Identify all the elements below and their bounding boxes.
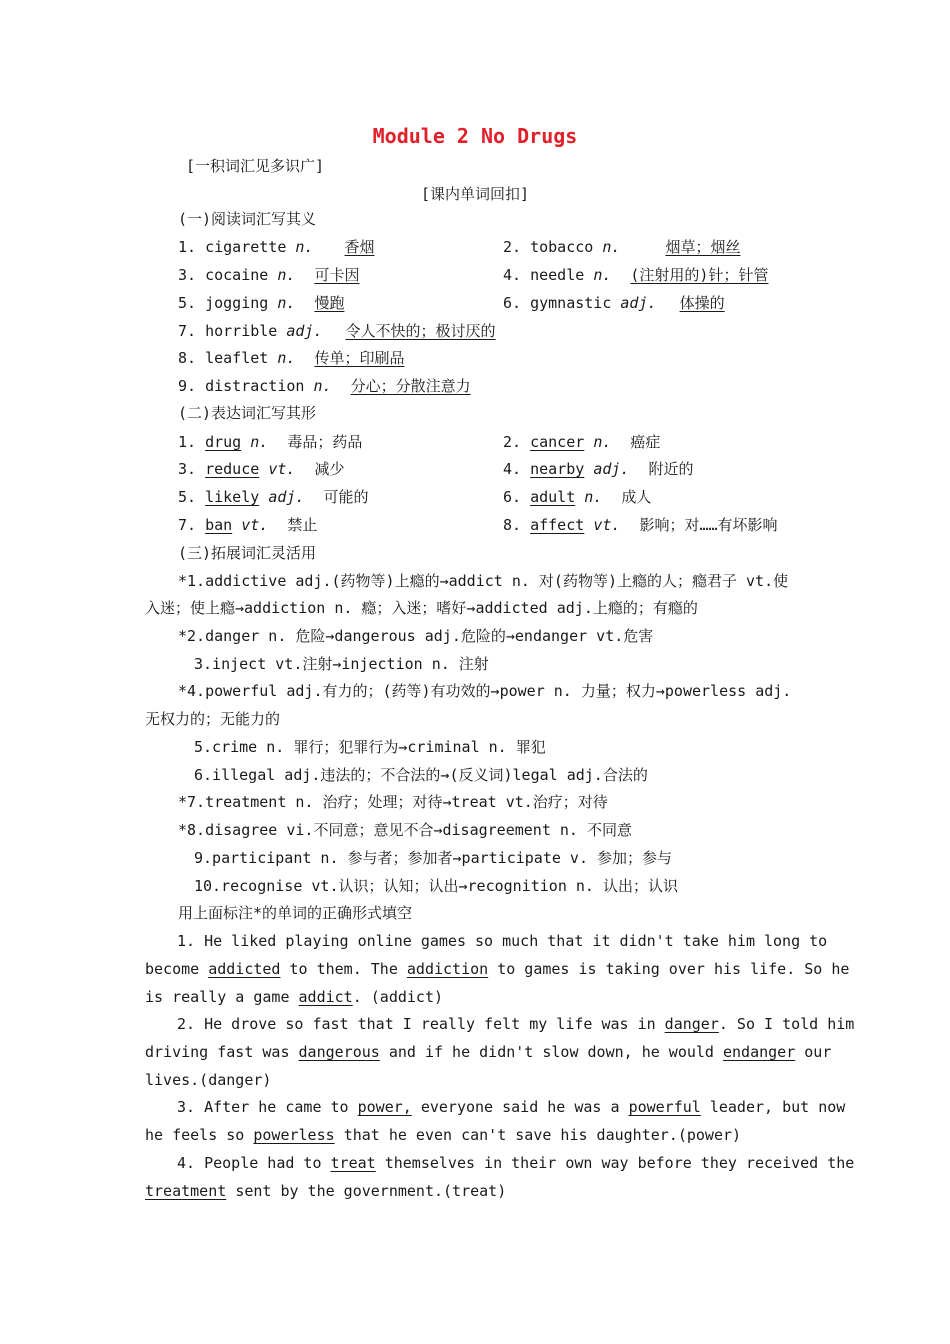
item-pos: n. <box>584 488 603 506</box>
answer-blank: power, <box>357 1098 412 1116</box>
vocab-item <box>178 376 471 396</box>
vocab-item <box>178 432 362 452</box>
item-word: distraction <box>205 377 305 395</box>
item-number: 5. <box>178 488 197 506</box>
exercise-line: is really a game addict. (addict) <box>145 984 807 1012</box>
item-pos: n. <box>295 238 314 256</box>
item-answer: reduce <box>205 460 260 478</box>
vocab-item <box>178 487 368 507</box>
answer-blank: dangerous <box>298 1042 380 1061</box>
word-family-line: 入迷；使上瘾→addiction n. 瘾；入迷；嗜好→addicted adj.上瘾的；有瘾的 <box>145 599 698 617</box>
item-meaning: 附近的 <box>648 460 694 478</box>
vocab-item <box>178 515 317 535</box>
answer-blank: addict <box>298 987 353 1006</box>
item-word: cigarette <box>205 238 287 256</box>
item-word: needle <box>530 266 585 284</box>
sub-header: [课内单词回扣] <box>420 185 530 203</box>
item-pos: n. <box>593 266 612 284</box>
answer-blank: danger <box>664 1015 719 1033</box>
item-number: 8. <box>503 516 522 534</box>
item-number: 5. <box>178 294 197 312</box>
vocab-item <box>503 432 660 452</box>
item-meaning: 毒品；药品 <box>287 433 363 451</box>
item-answer: cancer <box>530 433 585 451</box>
item-pos: n. <box>250 433 269 451</box>
word-family-line: 无权力的；无能力的 <box>145 710 281 728</box>
part3-heading: (三)拓展词汇灵活用 <box>178 544 317 562</box>
word-family-line: *4.powerful adj.有力的；(药等)有功效的→power n. 力量；权力→powerless adj. <box>178 682 792 700</box>
item-answer: affect <box>530 516 585 534</box>
item-number: 8. <box>178 349 197 367</box>
item-meaning: 成人 <box>621 488 652 506</box>
exercise-line: become addicted to them. The addiction to games is taking over his life. So he <box>145 956 807 984</box>
item-number: 2. <box>503 238 522 256</box>
item-answer: 可卡因 <box>314 266 360 284</box>
item-meaning: 可能的 <box>323 488 369 506</box>
item-number: 7. <box>178 322 197 340</box>
item-answer: 烟草；烟丝 <box>665 238 741 256</box>
fill-instruction: 用上面标注*的单词的正确形式填空 <box>178 904 413 922</box>
word-family-line: *7.treatment n. 治疗；处理；对待→treat vt.治疗；对待 <box>178 793 608 811</box>
vocab-item <box>503 459 693 479</box>
vocab-item <box>503 237 740 257</box>
item-pos: adj. <box>286 322 323 340</box>
exercise-line: driving fast was dangerous and if he didn't slow down, he would endanger our <box>145 1039 807 1067</box>
item-answer: nearby <box>530 460 585 478</box>
item-meaning: 减少 <box>314 460 345 478</box>
item-answer: 令人不快的；极讨厌的 <box>345 322 496 340</box>
item-meaning: 影响；对……有坏影响 <box>639 516 778 534</box>
item-number: 7. <box>178 516 197 534</box>
item-answer: 香烟 <box>344 238 375 256</box>
item-pos: n. <box>277 294 296 312</box>
word-family-line: *1.addictive adj.(药物等)上瘾的→addict n. 对(药物等)上瘾的人；瘾君子 vt.使 <box>178 572 789 590</box>
answer-blank: powerless <box>253 1125 335 1144</box>
exercise-line: 4. People had to treat themselves in their own way before they received the <box>145 1150 807 1178</box>
item-answer: likely <box>205 488 260 506</box>
exercise-2 <box>145 1011 855 1094</box>
answer-blank: treat <box>330 1154 376 1172</box>
item-word: tobacco <box>530 238 594 256</box>
vocab-item <box>503 515 778 535</box>
word-family-line: 9.participant n. 参与者；参加者→participate v. 参加；参与 <box>194 849 673 867</box>
item-meaning: 禁止 <box>287 516 318 534</box>
vocab-item <box>178 321 496 341</box>
answer-blank: endanger <box>722 1042 796 1061</box>
exercise-line: 2. He drove so fast that I really felt my life was in danger. So I told him <box>145 1011 807 1039</box>
word-family-line: 6.illegal adj.违法的；不合法的→(反义词)legal adj.合法的 <box>194 766 648 784</box>
item-number: 1. <box>178 238 197 256</box>
vocab-item <box>178 348 404 368</box>
item-number: 3. <box>178 266 197 284</box>
exercise-3 <box>145 1094 846 1150</box>
part2-heading: (二)表达词汇写其形 <box>178 404 317 422</box>
item-number: 6. <box>503 294 522 312</box>
vocab-item <box>178 293 344 313</box>
exercise-line: lives.(danger) <box>145 1070 272 1089</box>
item-number: 2. <box>503 433 522 451</box>
item-pos: vt. <box>268 460 296 478</box>
item-pos: adj. <box>593 460 630 478</box>
item-pos: n. <box>277 349 296 367</box>
item-word: horrible <box>205 322 278 340</box>
exercise-line: 1. He liked playing online games so much that it didn't take him long to <box>177 932 828 950</box>
item-answer: 慢跑 <box>314 294 345 312</box>
item-word: cocaine <box>205 266 269 284</box>
item-pos: vt. <box>593 516 621 534</box>
item-number: 3. <box>178 460 197 478</box>
item-word: gymnastic <box>530 294 612 312</box>
item-pos: n. <box>593 433 612 451</box>
item-pos: n. <box>313 377 332 395</box>
item-answer: 分心；分散注意力 <box>350 377 471 395</box>
answer-blank: addiction <box>406 959 489 978</box>
item-answer: (注射用的)针；针管 <box>630 266 769 284</box>
exercise-4 <box>145 1150 855 1206</box>
exercise-line: he feels so powerless that he even can't save his daughter.(power) <box>145 1122 807 1150</box>
vocab-item <box>178 237 375 257</box>
part1-heading: (一)阅读词汇写其义 <box>178 210 317 228</box>
section-header: [一积词汇见多识广] <box>186 157 325 175</box>
item-pos: n. <box>277 266 296 284</box>
item-number: 6. <box>503 488 522 506</box>
item-answer: adult <box>530 488 576 506</box>
answer-blank: treatment <box>145 1181 227 1200</box>
vocab-item <box>178 459 344 479</box>
word-family-line: 3.inject vt.注射→injection n. 注射 <box>194 655 489 673</box>
exercise-line: treatment sent by the government.(treat) <box>145 1178 807 1206</box>
page-title: Module 2 No Drugs <box>372 124 578 148</box>
exercise-1 <box>145 928 850 1011</box>
item-number: 1. <box>178 433 197 451</box>
item-pos: adj. <box>620 294 657 312</box>
item-word: leaflet <box>205 349 269 367</box>
item-answer: 体操的 <box>679 294 725 312</box>
item-answer: drug <box>205 433 242 451</box>
word-family-line: 5.crime n. 罪行；犯罪行为→criminal n. 罪犯 <box>194 738 546 756</box>
vocab-item <box>503 487 651 507</box>
item-answer: ban <box>205 516 233 534</box>
item-meaning: 癌症 <box>630 433 661 451</box>
exercise-line: 3. After he came to power, everyone said he was a powerful leader, but now <box>145 1094 807 1122</box>
item-number: 4. <box>503 460 522 478</box>
vocab-item <box>503 265 768 285</box>
vocab-item <box>178 265 359 285</box>
item-number: 4. <box>503 266 522 284</box>
item-word: jogging <box>205 294 269 312</box>
vocab-item <box>503 293 725 313</box>
item-number: 9. <box>178 377 197 395</box>
answer-blank: powerful <box>628 1098 701 1116</box>
item-answer: 传单；印刷品 <box>314 349 405 367</box>
item-pos: adj. <box>268 488 305 506</box>
answer-blank: addicted <box>208 959 281 978</box>
item-pos: n. <box>602 238 621 256</box>
item-pos: vt. <box>241 516 269 534</box>
word-family-line: *8.disagree vi.不同意；意见不合→disagreement n. 不同意 <box>178 821 632 839</box>
word-family-line: *2.danger n. 危险→dangerous adj.危险的→endanger vt.危害 <box>178 627 654 645</box>
word-family-line: 10.recognise vt.认识；认知；认出→recognition n. 认出；认识 <box>194 877 678 895</box>
